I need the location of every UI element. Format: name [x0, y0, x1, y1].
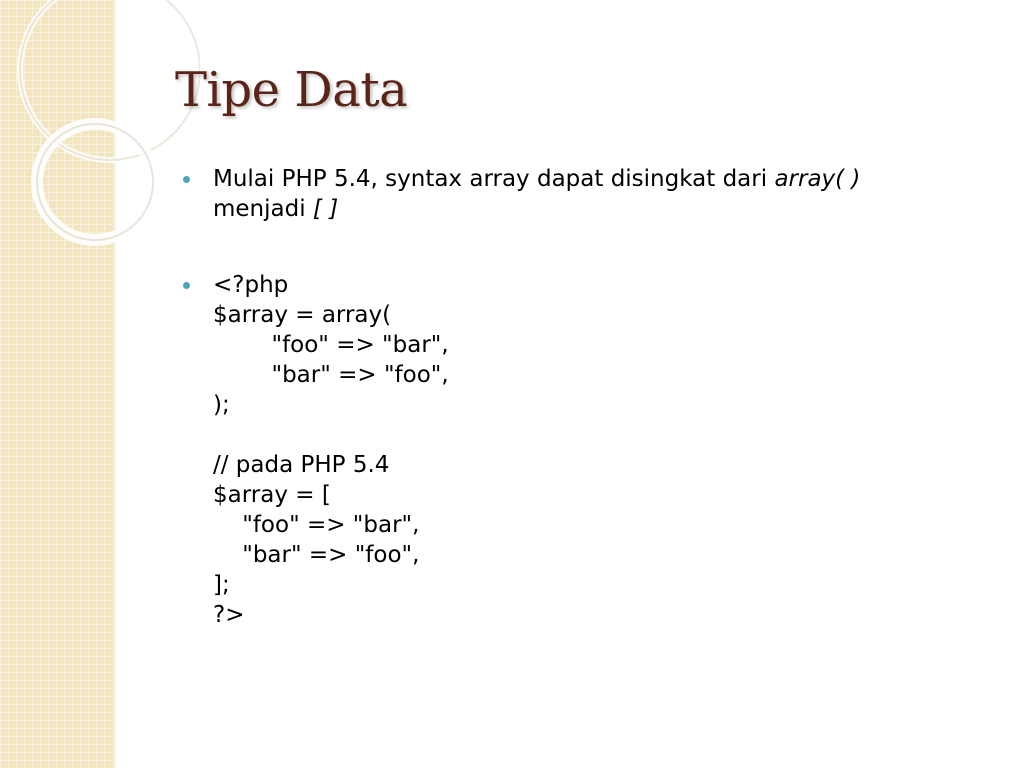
code-line: "bar" => "foo", — [213, 542, 420, 568]
bullet-text-line-2 — [213, 194, 980, 224]
code-line: "foo" => "bar", — [213, 512, 420, 538]
code-line: ?> — [213, 602, 245, 628]
bullet-item-code — [180, 270, 980, 630]
code-line: ); — [213, 392, 230, 418]
slide-title: Tipe Data — [175, 62, 408, 118]
code-line: $array = [ — [213, 482, 331, 508]
code-line: // pada PHP 5.4 — [213, 452, 390, 478]
bullet-dot-icon — [183, 176, 190, 183]
code-line: "bar" => "foo", — [213, 362, 449, 388]
code-line: <?php — [213, 272, 289, 298]
decorative-circles — [0, 0, 200, 300]
code-line: $array = array( — [213, 302, 392, 328]
bullet-list — [180, 164, 980, 630]
emphasis-array-function: array( ) — [774, 166, 861, 192]
emphasis-square-brackets: [ ] — [312, 196, 339, 222]
code-line: ]; — [213, 572, 230, 598]
bullet-item-syntax — [180, 164, 980, 224]
bullet-dot-icon — [183, 282, 190, 289]
code-line — [213, 420, 980, 450]
bullet-text: Mulai PHP 5.4, syntax array dapat disingkat dari — [213, 166, 775, 192]
bullet-text-continued: menjadi — [213, 196, 313, 222]
bullet-text-line-1 — [213, 164, 980, 194]
code-line: "foo" => "bar", — [213, 332, 449, 358]
